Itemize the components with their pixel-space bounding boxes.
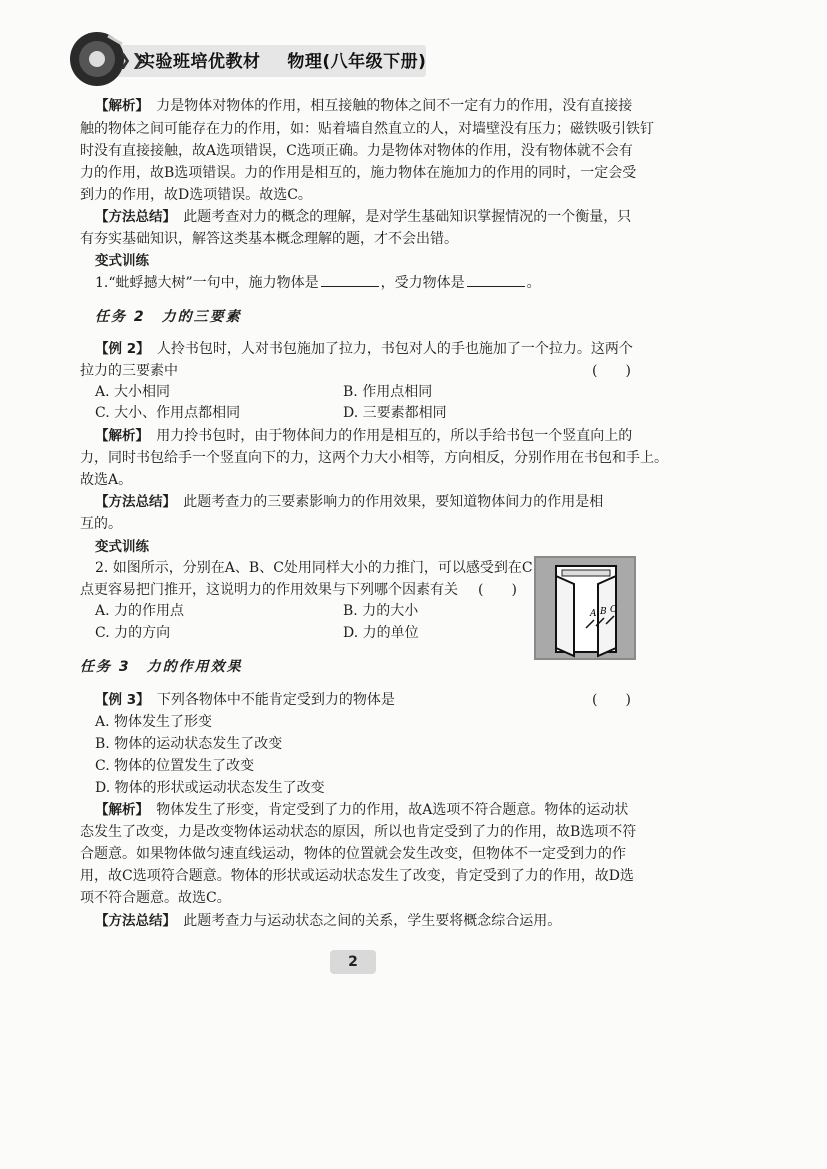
analysis-tag: 【解析】 [95, 428, 143, 444]
example3-question [95, 689, 395, 711]
example2-summary [95, 491, 603, 513]
analysis-line: 用力拎书包时，由于物体间力的作用是相互的，所以手给书包一个竖直向上的 [156, 428, 633, 444]
answer-blank[interactable] [467, 272, 525, 287]
variant-question-2 [95, 557, 533, 579]
variant-question-2-cont [80, 579, 458, 601]
analysis-line: 时没有直接接触，故A选项错误，C选项正确。力是物体对物体的作用，没有物体就不会有 [80, 143, 633, 159]
example1-analysis [95, 95, 632, 117]
analysis-line: 用，故C选项符合题意。物体的形状或运动状态发生了改变，肯定受到了力的作用，故D选 [80, 868, 634, 884]
variant-q1-end: 。 [526, 275, 541, 291]
example2-question-cont [80, 360, 178, 382]
option-c: C. 大小、作用点都相同 [95, 405, 241, 421]
analysis-line: 合题意。如果物体做匀速直线运动，物体的位置就会发生改变，但物体不一定受到力的作 [80, 846, 626, 862]
analysis-line: 力的作用，故B选项错误。力的作用是相互的，施力物体在施加力的作用的同时，一定会受 [80, 165, 637, 181]
analysis-line: 物体发生了形变，肯定受到了力的作用，故A选项不符合题意。物体的运动状 [156, 802, 629, 818]
example2-question [95, 338, 633, 360]
summary-line: 此题考查力的三要素影响力的作用效果，要知道物体间力的作用是相 [183, 494, 604, 510]
page-number: 2 [330, 950, 376, 974]
option-d: D. 物体的形状或运动状态发生了改变 [95, 780, 325, 796]
example2-summary-cont [80, 513, 122, 535]
variant-question-1 [95, 272, 541, 294]
page-header-title [138, 47, 426, 72]
variant-title-1: 变式训练 [95, 253, 149, 269]
example1-summary-cont [80, 228, 458, 250]
example3-analysis [95, 799, 628, 821]
example2-analysis-cont [80, 447, 668, 491]
analysis-line: 力，同时书包给手一个竖直向下的力，这两个力大小相等，方向相反，分别作用在书包和手上。 [80, 450, 668, 466]
book-title: 实验班培优教材 [138, 52, 261, 72]
summary-text: 此题考查力与运动状态之间的关系，学生要将概念综合运用。 [183, 913, 562, 929]
analysis-line: 力是物体对物体的作用，相互接触的物体之间不一定有力的作用，没有直接接 [156, 98, 633, 114]
variant-line: 点更容易把门推开，这说明力的作用效果与下列哪个因素有关 [80, 582, 458, 598]
analysis-tag: 【解析】 [95, 98, 143, 114]
summary-tag: 【方法总结】 [95, 209, 170, 225]
option-a: A. 物体发生了形变 [95, 714, 213, 730]
door-figure [534, 556, 636, 660]
figure-label-c: C [610, 605, 617, 615]
example3-options [95, 711, 325, 799]
question-line: 拉力的三要素中 [80, 363, 178, 379]
option-c: C. 物体的位置发生了改变 [95, 758, 255, 774]
variant-title-2: 变式训练 [95, 539, 149, 555]
summary-line: 互的。 [80, 516, 122, 532]
example3-analysis-cont [80, 821, 636, 909]
variant-option-a: A. 力的作用点 [95, 603, 185, 619]
variant-q1-text-b: ，受力物体是 [380, 275, 465, 291]
variant-q1-text: 1.“蚍蜉撼大树”一句中，施力物体是 [95, 275, 319, 291]
option-b: B. 物体的运动状态发生了改变 [95, 736, 283, 752]
analysis-line: 到力的作用，故D选项错误。故选C。 [80, 187, 312, 203]
example1-analysis-cont [80, 118, 654, 206]
answer-paren[interactable]: ( ) [592, 363, 631, 379]
header-chevrons: ❯❯ [118, 50, 145, 69]
figure-label-b: B [600, 607, 607, 617]
variant-option-b: B. 力的大小 [343, 603, 419, 619]
example-tag: 【例 2】 [95, 341, 143, 357]
answer-blank[interactable] [321, 272, 379, 287]
variant-line: 2. 如图所示，分别在A、B、C处用同样大小的力推门，可以感受到在C [95, 560, 533, 576]
question-text: 下列各物体中不能肯定受到力的物体是 [156, 692, 395, 708]
example1-summary [95, 206, 631, 228]
summary-line: 此题考查对力的概念的理解，是对学生基础知识掌握情况的一个衡量，只 [183, 209, 632, 225]
analysis-line: 态发生了改变，力是改变物体运动状态的原因，所以也肯定受到了力的作用，故B选项不符 [80, 824, 637, 840]
summary-line: 有夯实基础知识，解答这类基本概念理解的题，才不会出错。 [80, 231, 458, 247]
subject-title: 物理(八年级下册) [287, 52, 427, 72]
analysis-line: 项不符合题意。故选C。 [80, 890, 231, 906]
option-d: D. 三要素都相同 [343, 405, 447, 421]
analysis-line: 触的物体之间可能存在力的作用，如：贴着墙自然直立的人，对墙壁没有压力；磁铁吸引铁钉 [80, 121, 654, 137]
analysis-line: 故选A。 [80, 472, 133, 488]
option-b: B. 作用点相同 [343, 384, 433, 400]
analysis-tag: 【解析】 [95, 802, 143, 818]
task3-title: 任务 3 力的作用效果 [80, 659, 243, 675]
option-a: A. 大小相同 [95, 384, 171, 400]
task2-title: 任务 2 力的三要素 [95, 309, 242, 325]
variant-option-d: D. 力的单位 [343, 625, 419, 641]
variant-option-c: C. 力的方向 [95, 625, 171, 641]
question-line: 人拎书包时，人对书包施加了拉力，书包对人的手也施加了一个拉力。这两个 [156, 341, 633, 357]
answer-paren[interactable]: ( ) [592, 692, 631, 708]
summary-tag: 【方法总结】 [95, 913, 170, 929]
answer-paren[interactable]: ( ) [478, 582, 517, 598]
example3-summary [95, 910, 561, 932]
summary-tag: 【方法总结】 [95, 494, 170, 510]
figure-label-a: A [590, 609, 597, 619]
example2-analysis [95, 425, 632, 447]
example-tag: 【例 3】 [95, 692, 143, 708]
